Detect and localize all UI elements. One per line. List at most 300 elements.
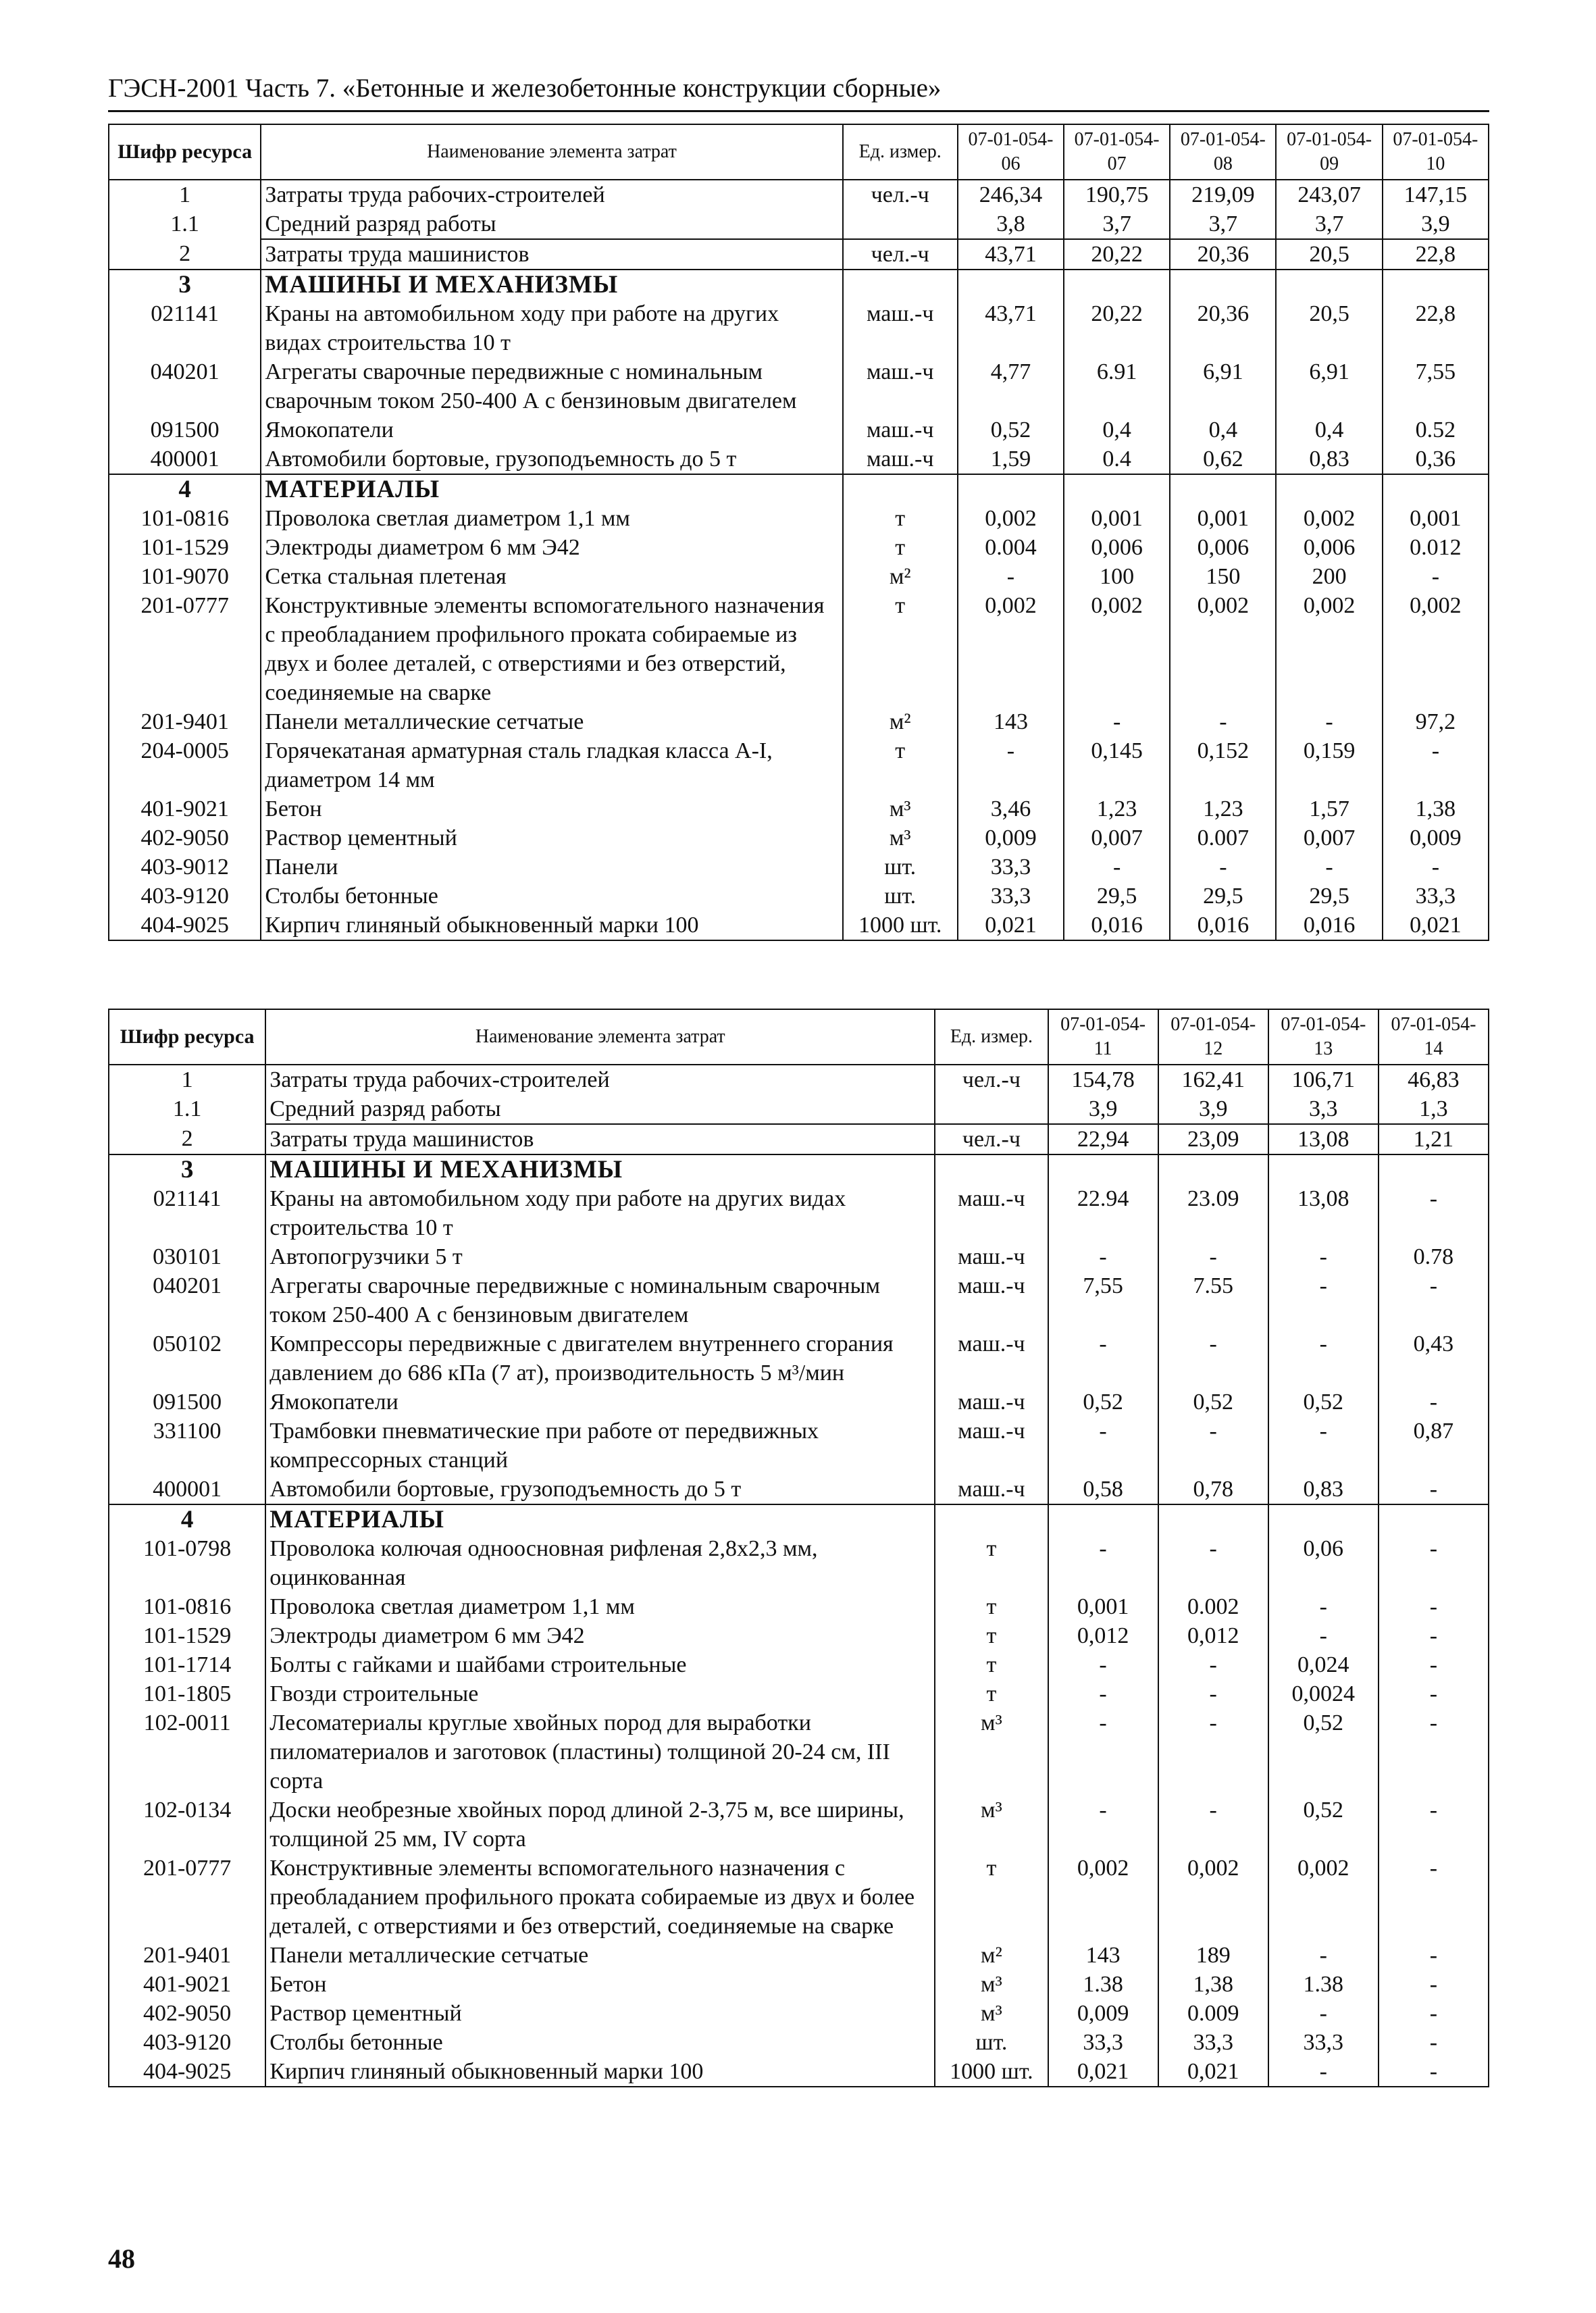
resource-value: - (1048, 1796, 1158, 1854)
resource-value: 0,021 (958, 911, 1064, 940)
resource-value: 33,3 (958, 853, 1064, 882)
resource-value (1276, 474, 1382, 504)
resource-code: 3 (109, 270, 261, 299)
resource-value: - (1379, 1650, 1489, 1679)
table-row (109, 911, 1489, 940)
resource-value: - (1383, 562, 1489, 591)
resource-unit: маш.-ч (843, 357, 958, 415)
resource-value: 162,41 (1158, 1065, 1268, 1094)
resource-value: 1,57 (1276, 794, 1382, 823)
resource-value: 0,007 (1276, 823, 1382, 853)
resource-value: 0,52 (1048, 1388, 1158, 1417)
resource-value: - (1379, 1388, 1489, 1417)
table-row (109, 1796, 1489, 1854)
table-row (109, 2057, 1489, 2087)
resource-value: 0,43 (1379, 1329, 1489, 1388)
table-row (109, 1650, 1489, 1679)
resource-name: Раствор цементный (261, 823, 842, 853)
table-row (109, 1271, 1489, 1329)
resource-unit: м³ (935, 1708, 1048, 1796)
resource-value: 1,38 (1383, 794, 1489, 823)
resource-name: МАТЕРИАЛЫ (265, 1504, 935, 1534)
table-row (109, 1679, 1489, 1708)
resource-value: 0,52 (1158, 1388, 1268, 1417)
header-col: 07-01-054-14 (1379, 1009, 1489, 1065)
resource-name: Автомобили бортовые, грузоподъемность до 5 т (265, 1475, 935, 1504)
resource-code: 403-9012 (109, 853, 261, 882)
resource-value: 0,52 (958, 415, 1064, 444)
resource-value: 0,62 (1170, 444, 1276, 474)
resource-code: 102-0134 (109, 1796, 265, 1854)
resource-value: 43,71 (958, 239, 1064, 270)
resource-unit (935, 1504, 1048, 1534)
resource-code: 201-9401 (109, 1941, 265, 1970)
table-row (109, 1970, 1489, 1999)
resource-code: 3 (109, 1154, 265, 1184)
resource-name: Бетон (261, 794, 842, 823)
resource-value (1158, 1154, 1268, 1184)
resource-value: - (1379, 1271, 1489, 1329)
resource-code: 201-0777 (109, 1854, 265, 1941)
resource-name: МАШИНЫ И МЕХАНИЗМЫ (265, 1154, 935, 1184)
resource-value: 0,016 (1276, 911, 1382, 940)
resource-unit: шт. (935, 2028, 1048, 2057)
resource-name: Кирпич глиняный обыкновенный марки 100 (261, 911, 842, 940)
resource-value (958, 270, 1064, 299)
header-col: 07-01-054-07 (1064, 124, 1170, 180)
resource-value: 0,52 (1268, 1388, 1379, 1417)
resource-name: Горячекатаная арматурная сталь гладкая класса А-I, диаметром 14 мм (261, 736, 842, 794)
resource-value: 0,002 (1158, 1854, 1268, 1941)
resource-value: 0,002 (1170, 591, 1276, 707)
resource-name: Сетка стальная плетеная (261, 562, 842, 591)
table-row (109, 1854, 1489, 1941)
resource-value: 0,159 (1276, 736, 1382, 794)
resource-code: 401-9021 (109, 794, 261, 823)
table-row (109, 357, 1489, 415)
resource-value: - (1158, 1796, 1268, 1854)
resource-code: 021141 (109, 299, 261, 357)
resource-value: - (1268, 1621, 1379, 1650)
resource-value: 0,001 (1383, 504, 1489, 533)
resource-value: 0,002 (1276, 591, 1382, 707)
resource-code: 1.1 (109, 209, 261, 239)
resource-name: Затраты труда машинистов (265, 1124, 935, 1154)
resource-name: Доски необрезные хвойных пород длиной 2-3,75 м, все ширины, толщиной 25 мм, IV сорта (265, 1796, 935, 1854)
section-row (109, 1154, 1489, 1184)
resource-value: 33,3 (1048, 2028, 1158, 2057)
resource-code: 400001 (109, 444, 261, 474)
resource-value: 0,001 (1048, 1592, 1158, 1621)
resource-value (1383, 474, 1489, 504)
resource-value: 13,08 (1268, 1124, 1379, 1154)
resource-value: 0,001 (1064, 504, 1170, 533)
resource-name: Проволока колючая одноосновная рифленая 2,8х2,3 мм, оцинкованная (265, 1534, 935, 1592)
resource-value: 20,36 (1170, 299, 1276, 357)
resource-name: Агрегаты сварочные передвижные с номинальным сварочным током 250-400 А с бензиновым двигателем (261, 357, 842, 415)
resource-name: Проволока светлая диаметром 1,1 мм (265, 1592, 935, 1621)
resource-value: - (1379, 1941, 1489, 1970)
resource-value: - (1268, 1999, 1379, 2028)
resource-value: 6.91 (1064, 357, 1170, 415)
resource-value: 0,009 (1048, 1999, 1158, 2028)
table-row (109, 1475, 1489, 1504)
resource-name: Столбы бетонные (261, 882, 842, 911)
table-row (109, 209, 1489, 239)
resource-value: 0,002 (1268, 1854, 1379, 1941)
resource-unit: маш.-ч (843, 444, 958, 474)
resource-code: 101-1529 (109, 1621, 265, 1650)
resource-name: Конструктивные элементы вспомогательного назначения с преобладанием профильного проката собираемые из двух и более деталей, с отверстиями и без отверстий, соединяемые на сварке (265, 1854, 935, 1941)
resource-code: 050102 (109, 1329, 265, 1388)
resource-value: 1,38 (1158, 1970, 1268, 1999)
resource-value: 0,4 (1064, 415, 1170, 444)
resource-value: - (1379, 1534, 1489, 1592)
resource-unit: шт. (843, 882, 958, 911)
resource-value: 0,78 (1158, 1475, 1268, 1504)
resource-unit (843, 270, 958, 299)
resource-value: 3,9 (1158, 1094, 1268, 1124)
resource-value: 4,77 (958, 357, 1064, 415)
resource-unit (843, 474, 958, 504)
resource-value: - (1158, 1417, 1268, 1475)
resource-value: - (1379, 2028, 1489, 2057)
table-row (109, 2028, 1489, 2057)
resource-value: 243,07 (1276, 180, 1382, 209)
resource-value: 20,5 (1276, 239, 1382, 270)
resource-value: - (1383, 853, 1489, 882)
table-row (109, 1708, 1489, 1796)
resource-value (1064, 270, 1170, 299)
resource-value: 97,2 (1383, 707, 1489, 736)
resource-value: 0,007 (1064, 823, 1170, 853)
resource-unit: т (935, 1592, 1048, 1621)
resource-unit: маш.-ч (935, 1417, 1048, 1475)
resource-name: Болты с гайками и шайбами строительные (265, 1650, 935, 1679)
header-unit: Ед. измер. (843, 124, 958, 180)
resource-name: Затраты труда машинистов (261, 239, 842, 270)
resource-name: МАШИНЫ И МЕХАНИЗМЫ (261, 270, 842, 299)
resource-value: 23.09 (1158, 1184, 1268, 1242)
table-row (109, 562, 1489, 591)
resource-value: 189 (1158, 1941, 1268, 1970)
resource-name: Электроды диаметром 6 мм Э42 (265, 1621, 935, 1650)
resource-value: - (1379, 1475, 1489, 1504)
resource-name: Проволока светлая диаметром 1,1 мм (261, 504, 842, 533)
resource-name: Затраты труда рабочих-строителей (261, 180, 842, 209)
resource-code: 402-9050 (109, 1999, 265, 2028)
resource-value: - (1158, 1242, 1268, 1271)
header-col: 07-01-054-11 (1048, 1009, 1158, 1065)
resource-value (1268, 1504, 1379, 1534)
resource-value: 219,09 (1170, 180, 1276, 209)
resource-value: 0.002 (1158, 1592, 1268, 1621)
resource-value: 0.009 (1158, 1999, 1268, 2028)
resource-name: Панели (261, 853, 842, 882)
resource-value: 33,3 (1383, 882, 1489, 911)
table-row (109, 1534, 1489, 1592)
resource-name: Столбы бетонные (265, 2028, 935, 2057)
resource-name: Ямокопатели (261, 415, 842, 444)
resource-value: 0,021 (1158, 2057, 1268, 2087)
resource-value: 0,002 (1064, 591, 1170, 707)
resource-value: 0,002 (1383, 591, 1489, 707)
resource-value: 3,9 (1383, 209, 1489, 239)
resource-value: 0.4 (1064, 444, 1170, 474)
resource-value: 3,9 (1048, 1094, 1158, 1124)
resource-unit: м² (935, 1941, 1048, 1970)
resource-name: Автомобили бортовые, грузоподъемность до 5 т (261, 444, 842, 474)
table-row (109, 1941, 1489, 1970)
resource-name: Затраты труда рабочих-строителей (265, 1065, 935, 1094)
resource-code: 101-0816 (109, 1592, 265, 1621)
resource-value (1276, 270, 1382, 299)
resource-value: 3,8 (958, 209, 1064, 239)
resource-unit: маш.-ч (843, 299, 958, 357)
resource-value: 0,016 (1064, 911, 1170, 940)
resource-value: 1,23 (1064, 794, 1170, 823)
resource-value: 150 (1170, 562, 1276, 591)
resource-value: 6,91 (1170, 357, 1276, 415)
resource-value: 143 (1048, 1941, 1158, 1970)
resource-code: 201-9401 (109, 707, 261, 736)
resource-code: 1 (109, 180, 261, 209)
resource-value: - (1379, 1854, 1489, 1941)
resource-unit: маш.-ч (935, 1475, 1048, 1504)
resource-value: 22,94 (1048, 1124, 1158, 1154)
resource-name: Гвозди строительные (265, 1679, 935, 1708)
resource-value: - (1064, 853, 1170, 882)
resource-value: - (958, 562, 1064, 591)
resource-value: 1,21 (1379, 1124, 1489, 1154)
resource-value: 0,009 (1383, 823, 1489, 853)
resource-unit: маш.-ч (843, 415, 958, 444)
resource-value: - (1268, 1592, 1379, 1621)
table-row (109, 1417, 1489, 1475)
table-row (109, 853, 1489, 882)
resource-unit: маш.-ч (935, 1388, 1048, 1417)
resource-unit: чел.-ч (843, 239, 958, 270)
resource-value (1170, 474, 1276, 504)
resource-value: 0,006 (1170, 533, 1276, 562)
table-row (109, 239, 1489, 270)
resource-value: 22.94 (1048, 1184, 1158, 1242)
resource-value: 23,09 (1158, 1124, 1268, 1154)
table-row (109, 1094, 1489, 1124)
resource-code: 4 (109, 1504, 265, 1534)
resource-value: 147,15 (1383, 180, 1489, 209)
resource-value: 0.52 (1383, 415, 1489, 444)
resource-value: - (1048, 1329, 1158, 1388)
resource-name: Автопогрузчики 5 т (265, 1242, 935, 1271)
resource-value: 143 (958, 707, 1064, 736)
resource-value (1379, 1504, 1489, 1534)
table-row (109, 1242, 1489, 1271)
resource-value: 0,58 (1048, 1475, 1158, 1504)
resource-value: 200 (1276, 562, 1382, 591)
resource-code: 091500 (109, 415, 261, 444)
resource-unit: чел.-ч (935, 1065, 1048, 1094)
resource-unit: т (843, 533, 958, 562)
resource-value: 0,002 (1048, 1854, 1158, 1941)
resource-code: 101-9070 (109, 562, 261, 591)
resource-code: 331100 (109, 1417, 265, 1475)
resource-name: Агрегаты сварочные передвижные с номинальным сварочным током 250-400 А с бензиновым двигателем (265, 1271, 935, 1329)
resource-value: 0,152 (1170, 736, 1276, 794)
resource-value: 0,024 (1268, 1650, 1379, 1679)
resource-name: Лесоматериалы круглые хвойных пород для выработки пиломатериалов и заготовок (пластины) толщиной 20-24 см, III сорта (265, 1708, 935, 1796)
resource-unit: маш.-ч (935, 1271, 1048, 1329)
table-row (109, 1065, 1489, 1094)
table-row (109, 180, 1489, 209)
resource-code: 040201 (109, 1271, 265, 1329)
resource-value: - (1158, 1329, 1268, 1388)
resource-value: 0,021 (1048, 2057, 1158, 2087)
resource-value: 0,021 (1383, 911, 1489, 940)
resource-code: 102-0011 (109, 1708, 265, 1796)
resource-value: 0,002 (1276, 504, 1382, 533)
table-row (109, 1592, 1489, 1621)
resource-value: 33,3 (1268, 2028, 1379, 2057)
resource-value: 0,012 (1048, 1621, 1158, 1650)
resource-name: Бетон (265, 1970, 935, 1999)
resource-value: - (1048, 1417, 1158, 1475)
resource-code: 021141 (109, 1184, 265, 1242)
table-row (109, 533, 1489, 562)
resource-unit: м³ (843, 823, 958, 853)
resource-value: - (1170, 853, 1276, 882)
resource-unit (935, 1094, 1048, 1124)
resource-name: Краны на автомобильном ходу при работе на других видах строительства 10 т (261, 299, 842, 357)
resource-code: 030101 (109, 1242, 265, 1271)
header-code: Шифр ресурса (109, 1009, 265, 1065)
resource-code: 2 (109, 239, 261, 270)
header-col: 07-01-054-13 (1268, 1009, 1379, 1065)
resource-value: 154,78 (1048, 1065, 1158, 1094)
section-row (109, 270, 1489, 299)
resource-name: Трамбовки пневматические при работе от передвижных компрессорных станций (265, 1417, 935, 1475)
resource-value: - (1158, 1534, 1268, 1592)
table-row (109, 299, 1489, 357)
resource-value: 0,83 (1276, 444, 1382, 474)
resource-code: 101-0798 (109, 1534, 265, 1592)
resource-value: 7,55 (1383, 357, 1489, 415)
table-row (109, 444, 1489, 474)
resource-unit: чел.-ч (843, 180, 958, 209)
resource-value: 1.38 (1268, 1970, 1379, 1999)
resource-unit: м² (843, 707, 958, 736)
resource-code: 201-0777 (109, 591, 261, 707)
resource-unit: маш.-ч (935, 1242, 1048, 1271)
resource-value: 0.004 (958, 533, 1064, 562)
resource-value: 33,3 (1158, 2028, 1268, 2057)
resource-value: 0,36 (1383, 444, 1489, 474)
table-row (109, 1999, 1489, 2028)
resource-value: 1.38 (1048, 1970, 1158, 1999)
resource-value: 20,36 (1170, 239, 1276, 270)
resource-value (1379, 1154, 1489, 1184)
resource-unit: маш.-ч (935, 1329, 1048, 1388)
resource-value: 0,006 (1276, 533, 1382, 562)
section-row (109, 1504, 1489, 1534)
resource-unit: чел.-ч (935, 1124, 1048, 1154)
resource-value: - (1048, 1679, 1158, 1708)
resource-value: 100 (1064, 562, 1170, 591)
table-row (109, 591, 1489, 707)
resource-table-1 (108, 124, 1489, 941)
resource-value: - (1379, 1796, 1489, 1854)
resource-value: 0.007 (1170, 823, 1276, 853)
header-col: 07-01-054-10 (1383, 124, 1489, 180)
resource-value: 0,012 (1158, 1621, 1268, 1650)
resource-value: 0,52 (1268, 1796, 1379, 1854)
resource-value: 22,8 (1383, 239, 1489, 270)
resource-value: - (1268, 1417, 1379, 1475)
resource-unit: т (935, 1621, 1048, 1650)
resource-name: Электроды диаметром 6 мм Э42 (261, 533, 842, 562)
resource-unit: м³ (935, 1999, 1048, 2028)
resource-value: 0,0024 (1268, 1679, 1379, 1708)
section-row (109, 474, 1489, 504)
resource-name: Кирпич глиняный обыкновенный марки 100 (265, 2057, 935, 2087)
resource-unit: т (935, 1650, 1048, 1679)
resource-value: - (1379, 1999, 1489, 2028)
table-row (109, 794, 1489, 823)
resource-value: 0.78 (1379, 1242, 1489, 1271)
resource-value: - (1064, 707, 1170, 736)
resource-unit: т (935, 1679, 1048, 1708)
resource-value: - (1048, 1708, 1158, 1796)
resource-value (958, 474, 1064, 504)
table-row (109, 1124, 1489, 1154)
resource-value: 33,3 (958, 882, 1064, 911)
resource-value: 0,06 (1268, 1534, 1379, 1592)
resource-value: 106,71 (1268, 1065, 1379, 1094)
resource-unit: т (843, 504, 958, 533)
resource-value (1048, 1504, 1158, 1534)
resource-name: Средний разряд работы (265, 1094, 935, 1124)
resource-value: 3,7 (1064, 209, 1170, 239)
resource-code: 101-1805 (109, 1679, 265, 1708)
resource-value: 0,002 (958, 591, 1064, 707)
table-row (109, 415, 1489, 444)
resource-value: - (1268, 1271, 1379, 1329)
resource-value: 20,22 (1064, 239, 1170, 270)
resource-value: - (1158, 1650, 1268, 1679)
resource-value: 13,08 (1268, 1184, 1379, 1242)
resource-value: - (1158, 1679, 1268, 1708)
resource-value: 0,4 (1276, 415, 1382, 444)
header-unit: Ед. измер. (935, 1009, 1048, 1065)
table-row (109, 823, 1489, 853)
resource-value: 190,75 (1064, 180, 1170, 209)
resource-value: 0.012 (1383, 533, 1489, 562)
resource-value: 46,83 (1379, 1065, 1489, 1094)
table-row (109, 504, 1489, 533)
resource-name: Панели металлические сетчатые (265, 1941, 935, 1970)
resource-value: - (1379, 1970, 1489, 1999)
resource-value: - (1268, 1242, 1379, 1271)
resource-value: 0,83 (1268, 1475, 1379, 1504)
resource-value: - (1048, 1650, 1158, 1679)
resource-code: 400001 (109, 1475, 265, 1504)
resource-value: 3,7 (1276, 209, 1382, 239)
resource-value: 0,006 (1064, 533, 1170, 562)
resource-value: 0,002 (958, 504, 1064, 533)
resource-value: 0,87 (1379, 1417, 1489, 1475)
resource-value: - (1379, 2057, 1489, 2087)
resource-unit: т (843, 591, 958, 707)
